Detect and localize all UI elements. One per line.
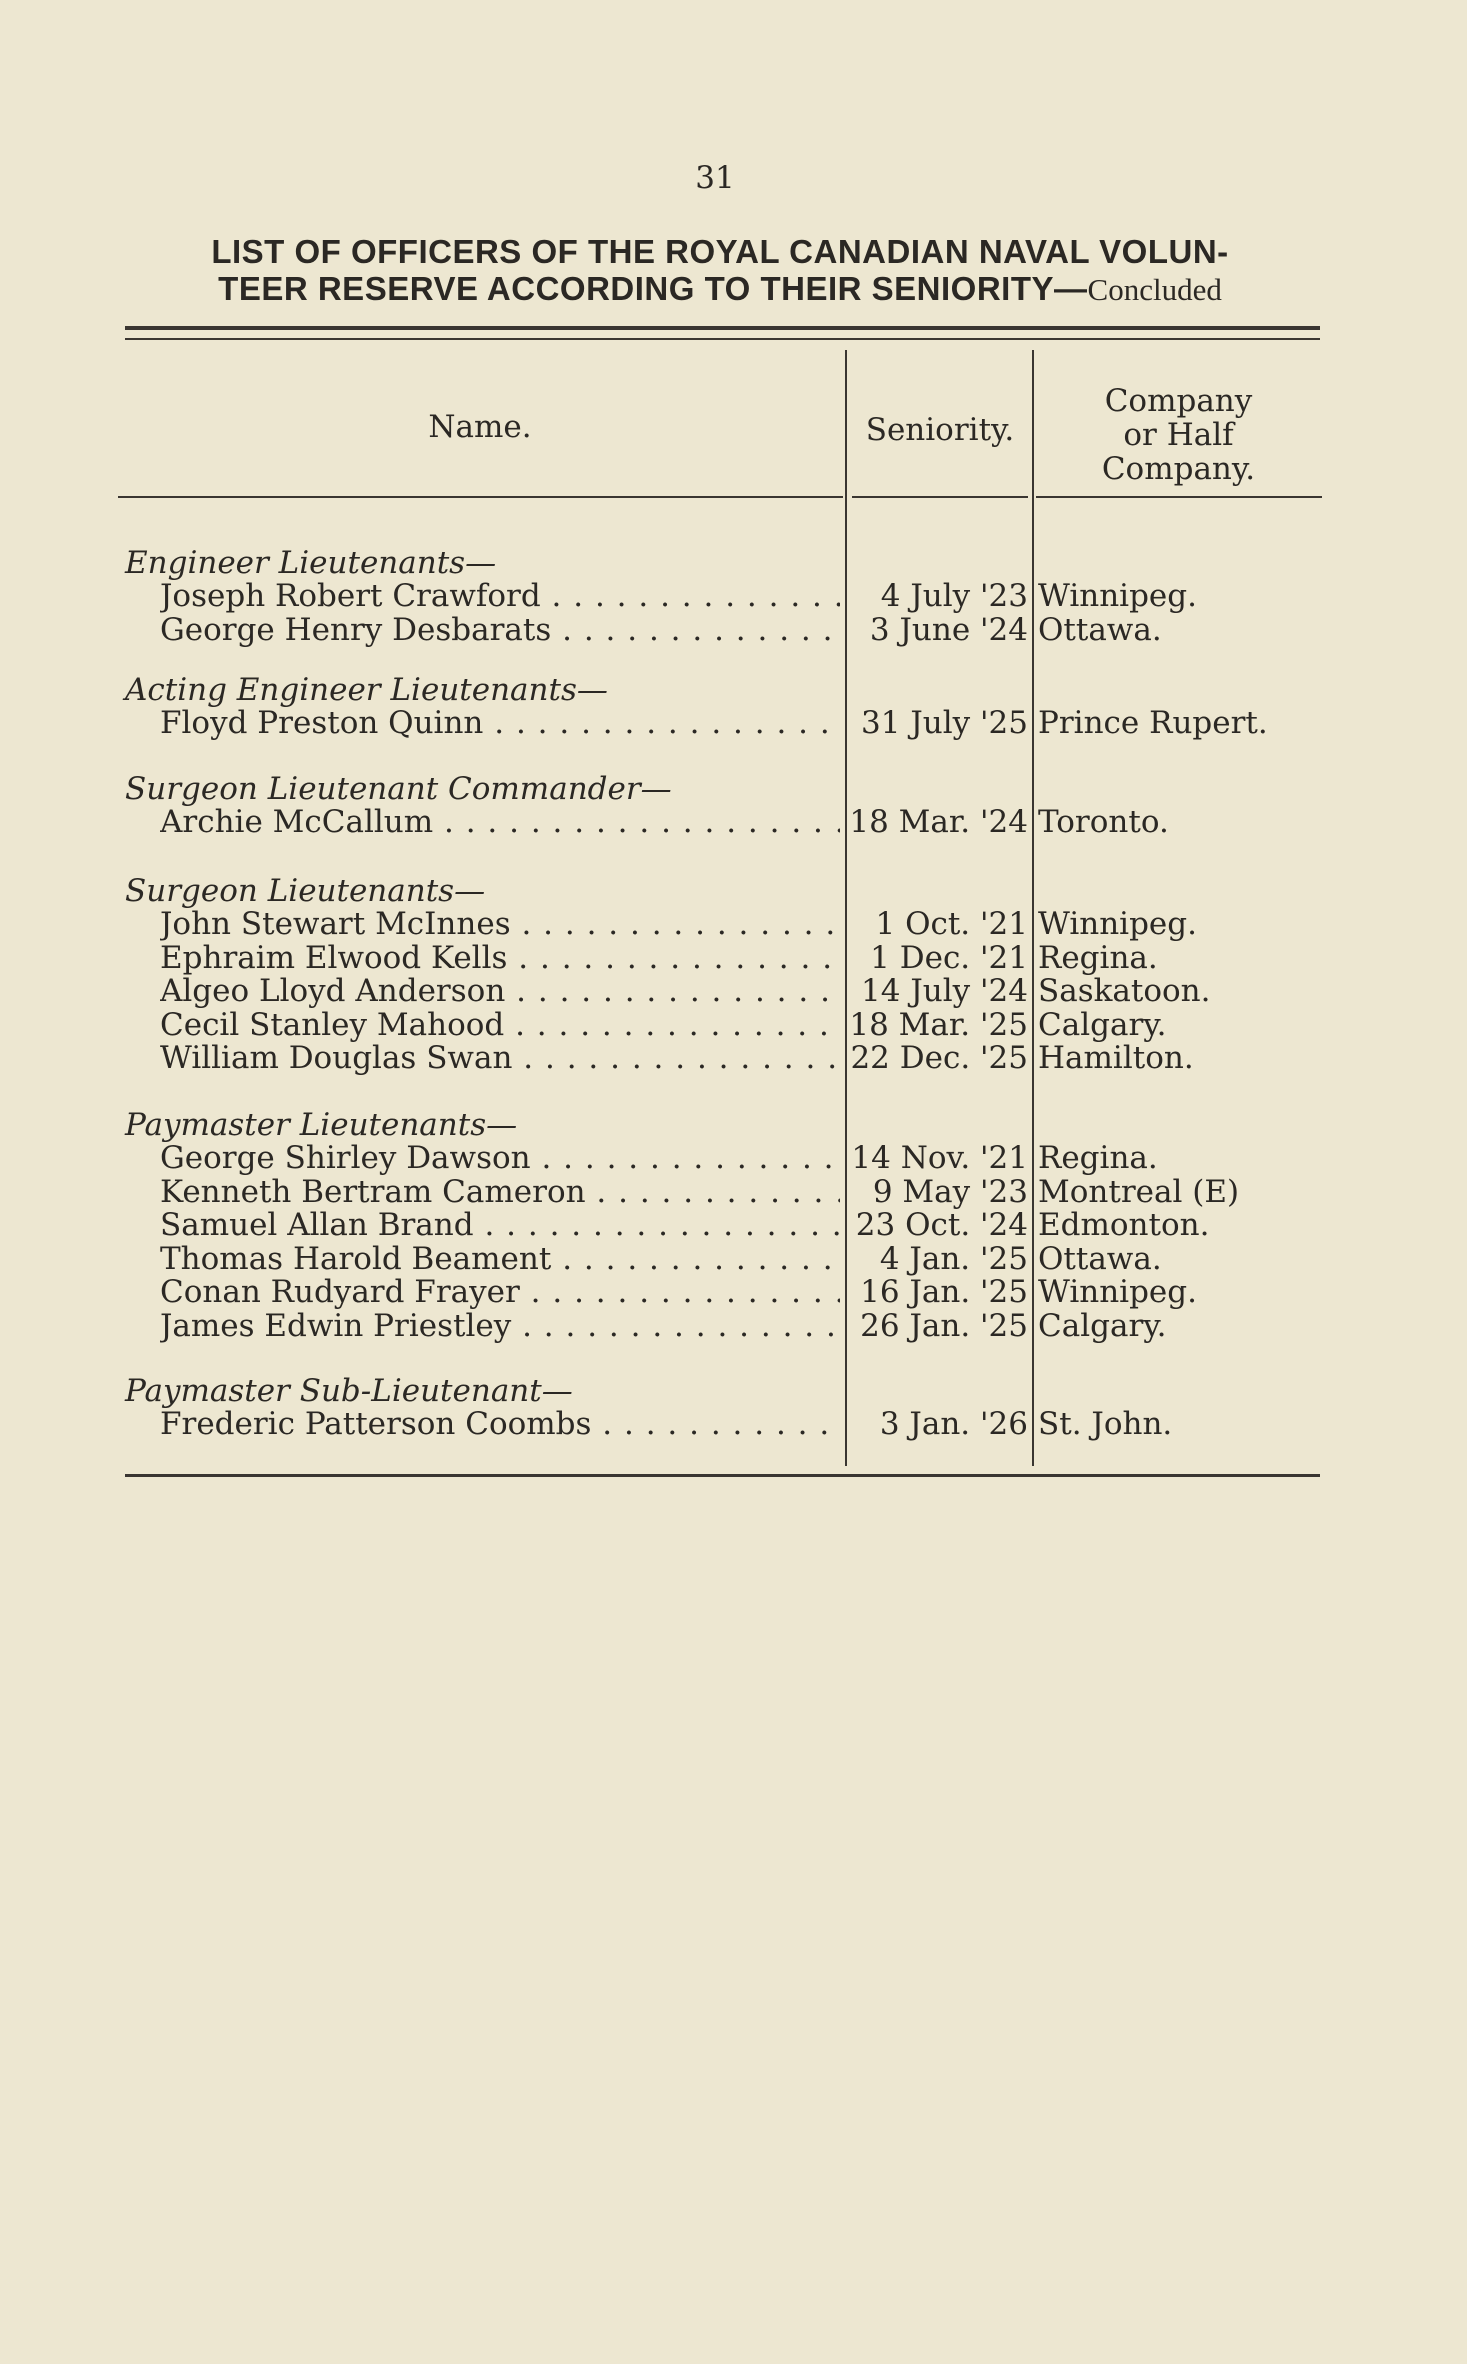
company-name: Regina.	[1038, 939, 1158, 976]
officer-name: Conan Rudyard Frayer . . .	[160, 1274, 840, 1310]
title-line-1: LIST OF OFFICERS OF THE ROYAL CANADIAN NAVAL VOLUN-	[211, 233, 1229, 270]
table-bottom-rule	[125, 1474, 1320, 1477]
table-row	[0, 1140, 1467, 1174]
officer-name: Floyd Preston Quinn . . .	[160, 705, 840, 741]
seniority-date: 18 Mar. '25	[849, 1006, 1028, 1043]
table-row	[0, 578, 1467, 612]
seniority-date: 26 Jan. '25	[860, 1307, 1028, 1344]
seniority-date: 3 Jan. '26	[879, 1406, 1028, 1442]
header-company-line-1: Company	[1104, 383, 1253, 419]
officer-name: Thomas Harold Beament . . .	[160, 1241, 840, 1277]
company-name: Ottawa.	[1038, 1240, 1162, 1277]
category-heading: Paymaster Sub-Lieutenant—	[125, 1373, 573, 1409]
table-row	[0, 1007, 1467, 1041]
officer-name: Archie McCallum . . .	[160, 804, 840, 840]
header-seniority: Seniority.	[865, 412, 1015, 448]
company-name: Saskatoon.	[1038, 973, 1211, 1009]
seniority-date: 31 July '25	[861, 705, 1028, 741]
table-row	[0, 1274, 1467, 1308]
seniority-date: 4 Jan. '25	[879, 1240, 1028, 1277]
seniority-date: 22 Dec. '25	[850, 1040, 1028, 1076]
company-name: St. John.	[1038, 1406, 1173, 1442]
category-heading: Surgeon Lieutenant Commander—	[125, 771, 672, 807]
company-name: Toronto.	[1038, 804, 1169, 840]
officer-name: Joseph Robert Crawford . . .	[160, 578, 840, 614]
title-double-rule-bottom	[125, 338, 1320, 340]
header-name: Name.	[428, 409, 532, 445]
seniority-date: 1 Dec. '21	[870, 939, 1028, 976]
seniority-date: 3 June '24	[869, 611, 1028, 648]
company-name: Calgary.	[1038, 1307, 1167, 1344]
seniority-date: 16 Jan. '25	[860, 1274, 1028, 1310]
seniority-date: 14 July '24	[861, 973, 1028, 1009]
header-underline-company	[1036, 496, 1322, 498]
company-name: Regina.	[1038, 1140, 1158, 1176]
table-row	[0, 973, 1467, 1007]
table-row	[0, 705, 1467, 739]
category-heading: Surgeon Lieutenants—	[125, 873, 486, 909]
title-line-2-text: TEER RESERVE ACCORDING TO THEIR SENIORITY—	[218, 270, 1088, 307]
seniority-date: 23 Oct. '24	[855, 1207, 1028, 1243]
table-row	[0, 1174, 1467, 1208]
officer-name: William Douglas Swan . . .	[160, 1040, 840, 1076]
header-company-line-2: or Half	[1123, 417, 1234, 453]
officer-name: Samuel Allan Brand . . .	[160, 1207, 840, 1243]
title-double-rule-top	[125, 326, 1320, 330]
table-row	[0, 1207, 1467, 1241]
company-name: Winnipeg.	[1038, 578, 1197, 614]
page-number: 31	[695, 160, 735, 196]
company-name: Winnipeg.	[1038, 1274, 1197, 1310]
company-name: Montreal (E)	[1038, 1173, 1240, 1210]
seniority-date: 18 Mar. '24	[849, 804, 1028, 840]
header-underline-seniority	[852, 496, 1028, 498]
table-row	[0, 804, 1467, 838]
category-heading: Acting Engineer Lieutenants—	[125, 672, 608, 708]
title-continuation: Concluded	[1087, 272, 1222, 307]
title-line-2	[125, 270, 1315, 308]
page-title	[125, 233, 1315, 308]
officer-name: Cecil Stanley Mahood . . .	[160, 1007, 840, 1043]
seniority-date: 4 July '23	[880, 578, 1028, 614]
company-name: Winnipeg.	[1038, 906, 1197, 942]
company-name: Calgary.	[1038, 1006, 1167, 1043]
officer-name: Ephraim Elwood Kells . . .	[160, 940, 840, 976]
table-row	[0, 906, 1467, 940]
table-row	[0, 1241, 1467, 1275]
table-row	[0, 1040, 1467, 1074]
seniority-date: 1 Oct. '21	[875, 906, 1028, 942]
officer-name: John Stewart McInnes . . .	[160, 906, 840, 942]
company-name: Hamilton.	[1038, 1040, 1194, 1076]
officer-name: George Henry Desbarats . . .	[160, 612, 840, 648]
officer-name: James Edwin Priestley . . .	[160, 1308, 840, 1344]
company-name: Edmonton.	[1038, 1207, 1210, 1243]
table-row	[0, 1406, 1467, 1440]
header-underline-name	[118, 496, 843, 498]
company-name: Ottawa.	[1038, 611, 1162, 648]
table-row	[0, 1308, 1467, 1342]
category-heading: Engineer Lieutenants—	[125, 545, 497, 581]
officer-name: George Shirley Dawson . . .	[160, 1140, 840, 1176]
officer-name: Algeo Lloyd Anderson . . .	[160, 973, 840, 1009]
company-name: Prince Rupert.	[1038, 705, 1268, 741]
seniority-date: 14 Nov. '21	[851, 1140, 1028, 1176]
header-company-line-3: Company.	[1101, 451, 1256, 487]
officer-name: Frederic Patterson Coombs . . .	[160, 1406, 840, 1442]
category-heading: Paymaster Lieutenants—	[125, 1107, 518, 1143]
table-row	[0, 612, 1467, 646]
table-row	[0, 940, 1467, 974]
seniority-date: 9 May '23	[872, 1173, 1028, 1210]
officer-name: Kenneth Bertram Cameron . . .	[160, 1174, 840, 1210]
header-company	[1036, 384, 1321, 486]
